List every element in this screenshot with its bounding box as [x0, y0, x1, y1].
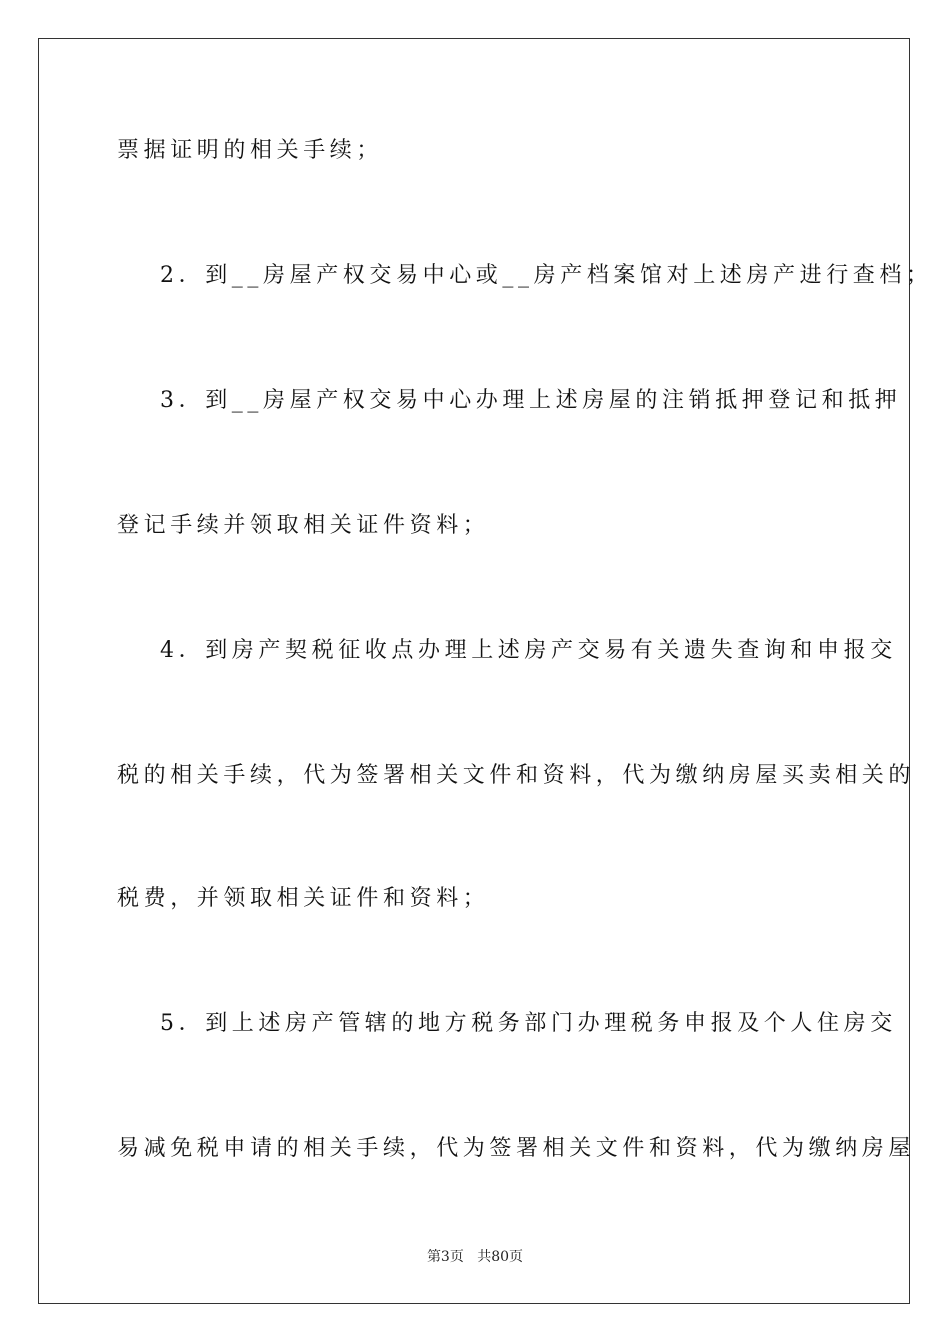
- page-number: 第3页: [426, 1249, 464, 1265]
- paragraph-line: 税费，并领取相关证件和资料；: [117, 886, 490, 911]
- page-footer: [0, 1246, 950, 1266]
- paragraph-line: 2．到__房屋产权交易中心或__房产档案馆对上述房产进行查档；: [160, 263, 933, 288]
- paragraph-line: 登记手续并领取相关证件资料；: [117, 513, 490, 538]
- paragraph-line: 3．到__房屋产权交易中心办理上述房屋的注销抵押登记和抵押: [160, 388, 902, 413]
- paragraph-line: 易减免税申请的相关手续，代为签署相关文件和资料，代为缴纳房屋: [117, 1136, 916, 1161]
- paragraph-line: 4．到房产契税征收点办理上述房产交易有关遗失查询和申报交: [160, 638, 897, 663]
- page-border: [38, 38, 933, 1304]
- paragraph-line: 5．到上述房产管辖的地方税务部门办理税务申报及个人住房交: [160, 1011, 897, 1036]
- paragraph-line: 票据证明的相关手续；: [117, 138, 384, 163]
- paragraph-line: 税的相关手续，代为签署相关文件和资料，代为缴纳房屋买卖相关的: [117, 763, 916, 788]
- page-total: 共80页: [477, 1249, 524, 1265]
